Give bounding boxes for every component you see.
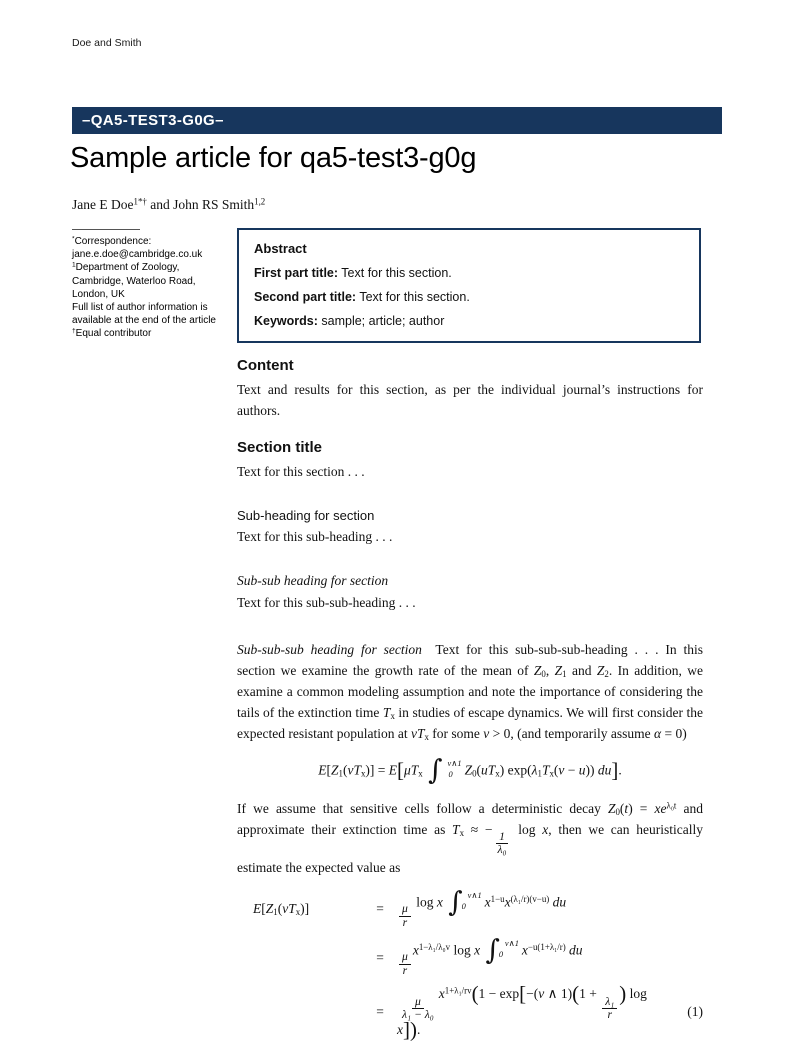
- math-fragment: 1: [562, 669, 567, 680]
- math-fragment: ]: [611, 757, 619, 782]
- equals-sign: =: [376, 1004, 384, 1020]
- math-fragment: x: [504, 893, 511, 909]
- math-fragment: 0: [461, 901, 466, 911]
- math-fragment: x: [424, 732, 429, 743]
- main-content: [237, 357, 704, 1041]
- math-fragment: [: [519, 981, 527, 1006]
- math-fragment: 1: [338, 768, 343, 779]
- math-fragment: r: [402, 963, 408, 977]
- math-fragment: †: [72, 328, 76, 336]
- math-fragment: μT: [404, 762, 419, 778]
- math-fragment: [399, 903, 411, 929]
- math-fragment: [443, 760, 462, 780]
- math-fragment: x: [397, 1021, 403, 1037]
- math-fragment: α: [653, 726, 662, 741]
- math-fragment: ∫: [485, 933, 500, 967]
- math-fragment: E: [318, 762, 327, 778]
- sidebar-line: Cambridge, Waterloo Road,: [72, 275, 196, 287]
- article-title: Sample article for qa5-test3-g0g: [70, 142, 477, 174]
- math-fragment: xe: [654, 800, 667, 816]
- math-fragment: [602, 996, 617, 1022]
- abstract-row-label: First part title:: [254, 266, 339, 280]
- math-fragment: [494, 831, 509, 857]
- math-fragment: Z: [331, 762, 339, 778]
- sidebar-line: London, UK: [72, 288, 125, 300]
- math-fragment: (: [572, 981, 580, 1006]
- math-fragment: *: [72, 235, 75, 243]
- content-intro-paragraph: Text and results for this section, as per the individual journal’s instructions for authors.: [237, 382, 703, 418]
- math-fragment: vT: [410, 726, 425, 741]
- math-fragment: 1,2: [254, 196, 266, 207]
- equals-sign: =: [376, 949, 384, 965]
- math-fragment: 1: [496, 831, 508, 845]
- math-fragment: x: [390, 711, 395, 722]
- math-fragment: [: [397, 757, 404, 782]
- math-fragment: u: [578, 762, 586, 778]
- math-fragment: 1−λ₁/λ₀v: [418, 941, 451, 952]
- math-fragment: 1: [273, 907, 278, 918]
- math-fragment: uT: [481, 762, 496, 778]
- math-fragment: 0: [472, 768, 477, 779]
- math-fragment: x: [495, 768, 500, 779]
- math-fragment: v∧1: [447, 758, 462, 768]
- math-fragment: 2: [604, 669, 609, 680]
- section-heading-title: Section title: [237, 439, 323, 456]
- math-fragment: (: [471, 981, 479, 1006]
- math-fragment: x: [438, 986, 445, 1002]
- subsubsection-text: Text for this sub-sub-heading . . .: [237, 595, 416, 610]
- subsubsection-heading: Sub-sub heading for section: [237, 573, 389, 588]
- body-paragraph: If we assume that sensitive cells follow a deterministic decay $Z_0(t) = xe^{\lambda_0t}$ and approximate their extinction time as $T_x$ ≈ − $\frac{1}{\text{λ₀}}$ log x, then we can heuristically estimate the expected value as: [237, 800, 704, 875]
- display-equation: $E[Z_1(vT_x)] = E[\mu T_x$ ∫ v∧1 0 $Z_0(uT_x) \exp(\lambda_1T_x(v - u))$ du].: [318, 753, 622, 786]
- math-fragment: vT: [282, 901, 296, 917]
- math-fragment: Z: [533, 663, 542, 678]
- abstract-heading: Abstract: [254, 241, 307, 256]
- math-fragment: Z: [607, 800, 616, 816]
- math-fragment: Z: [554, 663, 563, 678]
- math-fragment: (λ₁/r)(v−u): [510, 893, 550, 904]
- paragraph-with-run-in-heading: Sub-sub-sub heading for section Text for this sub-sub-sub-heading . . . In this section we examine the growth rate of the mean of $Z_0$, $Z_1$ and $Z_2$. In addition, we examine a common modeling assumption and note the importance of considering the tails of the extinction time $T_x$ in studies of escape dynamics. We will first consider the expected resistant population at $vT_x$ for some v > 0, (and temporarily assume α = 0): [237, 642, 704, 743]
- math-fragment: du: [552, 893, 567, 909]
- math-fragment: v: [538, 986, 545, 1002]
- math-fragment: x: [459, 827, 465, 838]
- correspondence-sidebar: [72, 229, 230, 341]
- math-fragment: Z: [464, 762, 473, 778]
- equation-rhs: $\frac{\mu}{\text{λ₁ − λ₀}}$ $x^{1+\lambda_1/rv}(1 - \exp[-(v$ ∧ 1)(1 + $\frac{\text{λ₁}}{r}$ ) log x]).: [397, 981, 647, 1041]
- math-fragment: 1: [537, 768, 542, 779]
- abstract-row-label: Keywords:: [254, 314, 318, 328]
- journal-banner: [72, 107, 722, 134]
- math-fragment: r: [402, 915, 408, 929]
- running-head: Doe and Smith: [72, 37, 142, 49]
- math-fragment: 0: [498, 950, 504, 960]
- sidebar-line: Full list of author information is: [72, 302, 208, 314]
- math-fragment: λ₀: [497, 843, 507, 857]
- math-fragment: v∧1: [467, 890, 482, 900]
- math-fragment: t: [624, 800, 629, 816]
- math-fragment: x: [412, 942, 419, 958]
- math-fragment: μ: [412, 996, 424, 1010]
- math-fragment: ∫: [448, 884, 463, 918]
- math-fragment: Sub-sub-sub heading for section: [237, 642, 422, 657]
- abstract-row-label: Second part title:: [254, 290, 357, 304]
- math-fragment: λ₁ − λ₀: [402, 1008, 434, 1022]
- abstract-row-text: sample; article; author: [317, 314, 445, 328]
- math-fragment: x: [360, 768, 366, 779]
- equals-sign: =: [376, 901, 384, 917]
- sidebar-line: *Correspondence:: [72, 235, 152, 247]
- math-fragment: [500, 940, 519, 960]
- math-fragment: 0: [615, 806, 620, 817]
- abstract-row-text: Text for this section.: [356, 290, 470, 304]
- section-heading-content: Content: [237, 357, 294, 374]
- math-fragment: 0: [448, 770, 453, 780]
- abstract-row: [254, 290, 684, 305]
- subsection-text: Text for this sub-heading . . .: [237, 529, 393, 544]
- math-fragment: r: [607, 1008, 613, 1022]
- equation-rhs: $\frac{\mu}{r}$ $x^{1-\lambda_1/\lambda_0v}$ log x ∫ v∧1 0 $x^{-u(1+\lambda_1/r)}$ du: [397, 938, 669, 977]
- math-fragment: ∫: [428, 753, 443, 786]
- abstract-row: [254, 314, 684, 329]
- math-fragment: du: [569, 942, 583, 958]
- math-fragment: [485, 933, 519, 967]
- math-fragment: μ: [399, 951, 411, 965]
- sidebar-line: jane.e.doe@cambridge.co.uk: [72, 249, 203, 261]
- sidebar-line: †Equal contributor: [72, 328, 152, 340]
- math-fragment: −u(1+λ₁/r): [527, 941, 566, 952]
- math-fragment: 1−u: [490, 893, 505, 904]
- math-fragment: v: [558, 762, 565, 778]
- math-fragment: v: [483, 726, 490, 741]
- sidebar-rule: [72, 229, 140, 230]
- math-fragment: 1*†: [133, 196, 147, 207]
- authors-line: Jane E Doe$^{1*\dagger}$ and John RS Smith$^{1,2}$: [72, 196, 266, 212]
- math-fragment: x: [521, 942, 528, 958]
- math-fragment: 1: [72, 262, 76, 270]
- math-fragment: ]: [403, 1017, 410, 1041]
- math-fragment: E: [388, 762, 398, 778]
- math-fragment: x: [542, 821, 549, 837]
- equation-number: (1): [687, 1004, 703, 1020]
- math-fragment: x: [549, 768, 554, 779]
- math-fragment: vT: [347, 762, 361, 778]
- banner-label: –QA5-TEST3-G0G–: [82, 112, 224, 129]
- equation-lhs: $E[Z_1(vT_x)]$: [253, 901, 310, 918]
- math-fragment: E: [253, 901, 262, 917]
- math-fragment: Z: [596, 663, 605, 678]
- sidebar-line: $^1$Department of Zoology,: [72, 262, 180, 274]
- math-fragment: 1+λ₁/rv: [444, 986, 472, 996]
- math-fragment: T: [541, 762, 550, 778]
- math-fragment: 0: [541, 669, 546, 680]
- math-fragment: v∧1: [504, 938, 519, 948]
- math-fragment: λ₁: [602, 996, 617, 1010]
- math-fragment: x: [436, 893, 443, 909]
- math-fragment: Z: [265, 901, 274, 917]
- subsection-heading: Sub-heading for section: [237, 508, 375, 523]
- math-fragment: λ: [531, 762, 538, 778]
- math-fragment: [463, 892, 482, 912]
- abstract-row-text: Text for this section.: [338, 266, 452, 280]
- equation-array: [237, 884, 703, 1041]
- equation-rhs: $\frac{\mu}{r}$ log x ∫ v∧1 0 $x^{1-u}x^{(\lambda_1/r)(v-u)}$ du: [397, 890, 669, 929]
- math-fragment: du: [597, 762, 612, 778]
- math-fragment: T: [382, 705, 391, 720]
- math-fragment: x: [295, 907, 301, 918]
- math-fragment: x: [418, 768, 423, 779]
- section-text: Text for this section . . .: [237, 464, 365, 479]
- math-fragment: ): [619, 981, 627, 1006]
- math-fragment: [399, 951, 411, 977]
- math-fragment: μ: [399, 903, 411, 917]
- math-fragment: x: [474, 942, 481, 958]
- math-fragment: λ₀t: [666, 800, 677, 811]
- math-fragment: [428, 753, 462, 786]
- math-fragment: [448, 884, 482, 918]
- abstract-box: [237, 228, 701, 343]
- abstract-row: [254, 266, 684, 281]
- math-fragment: ): [409, 1017, 417, 1041]
- sidebar-line: available at the end of the article: [72, 315, 216, 327]
- math-fragment: T: [452, 821, 460, 837]
- math-fragment: x: [484, 893, 491, 909]
